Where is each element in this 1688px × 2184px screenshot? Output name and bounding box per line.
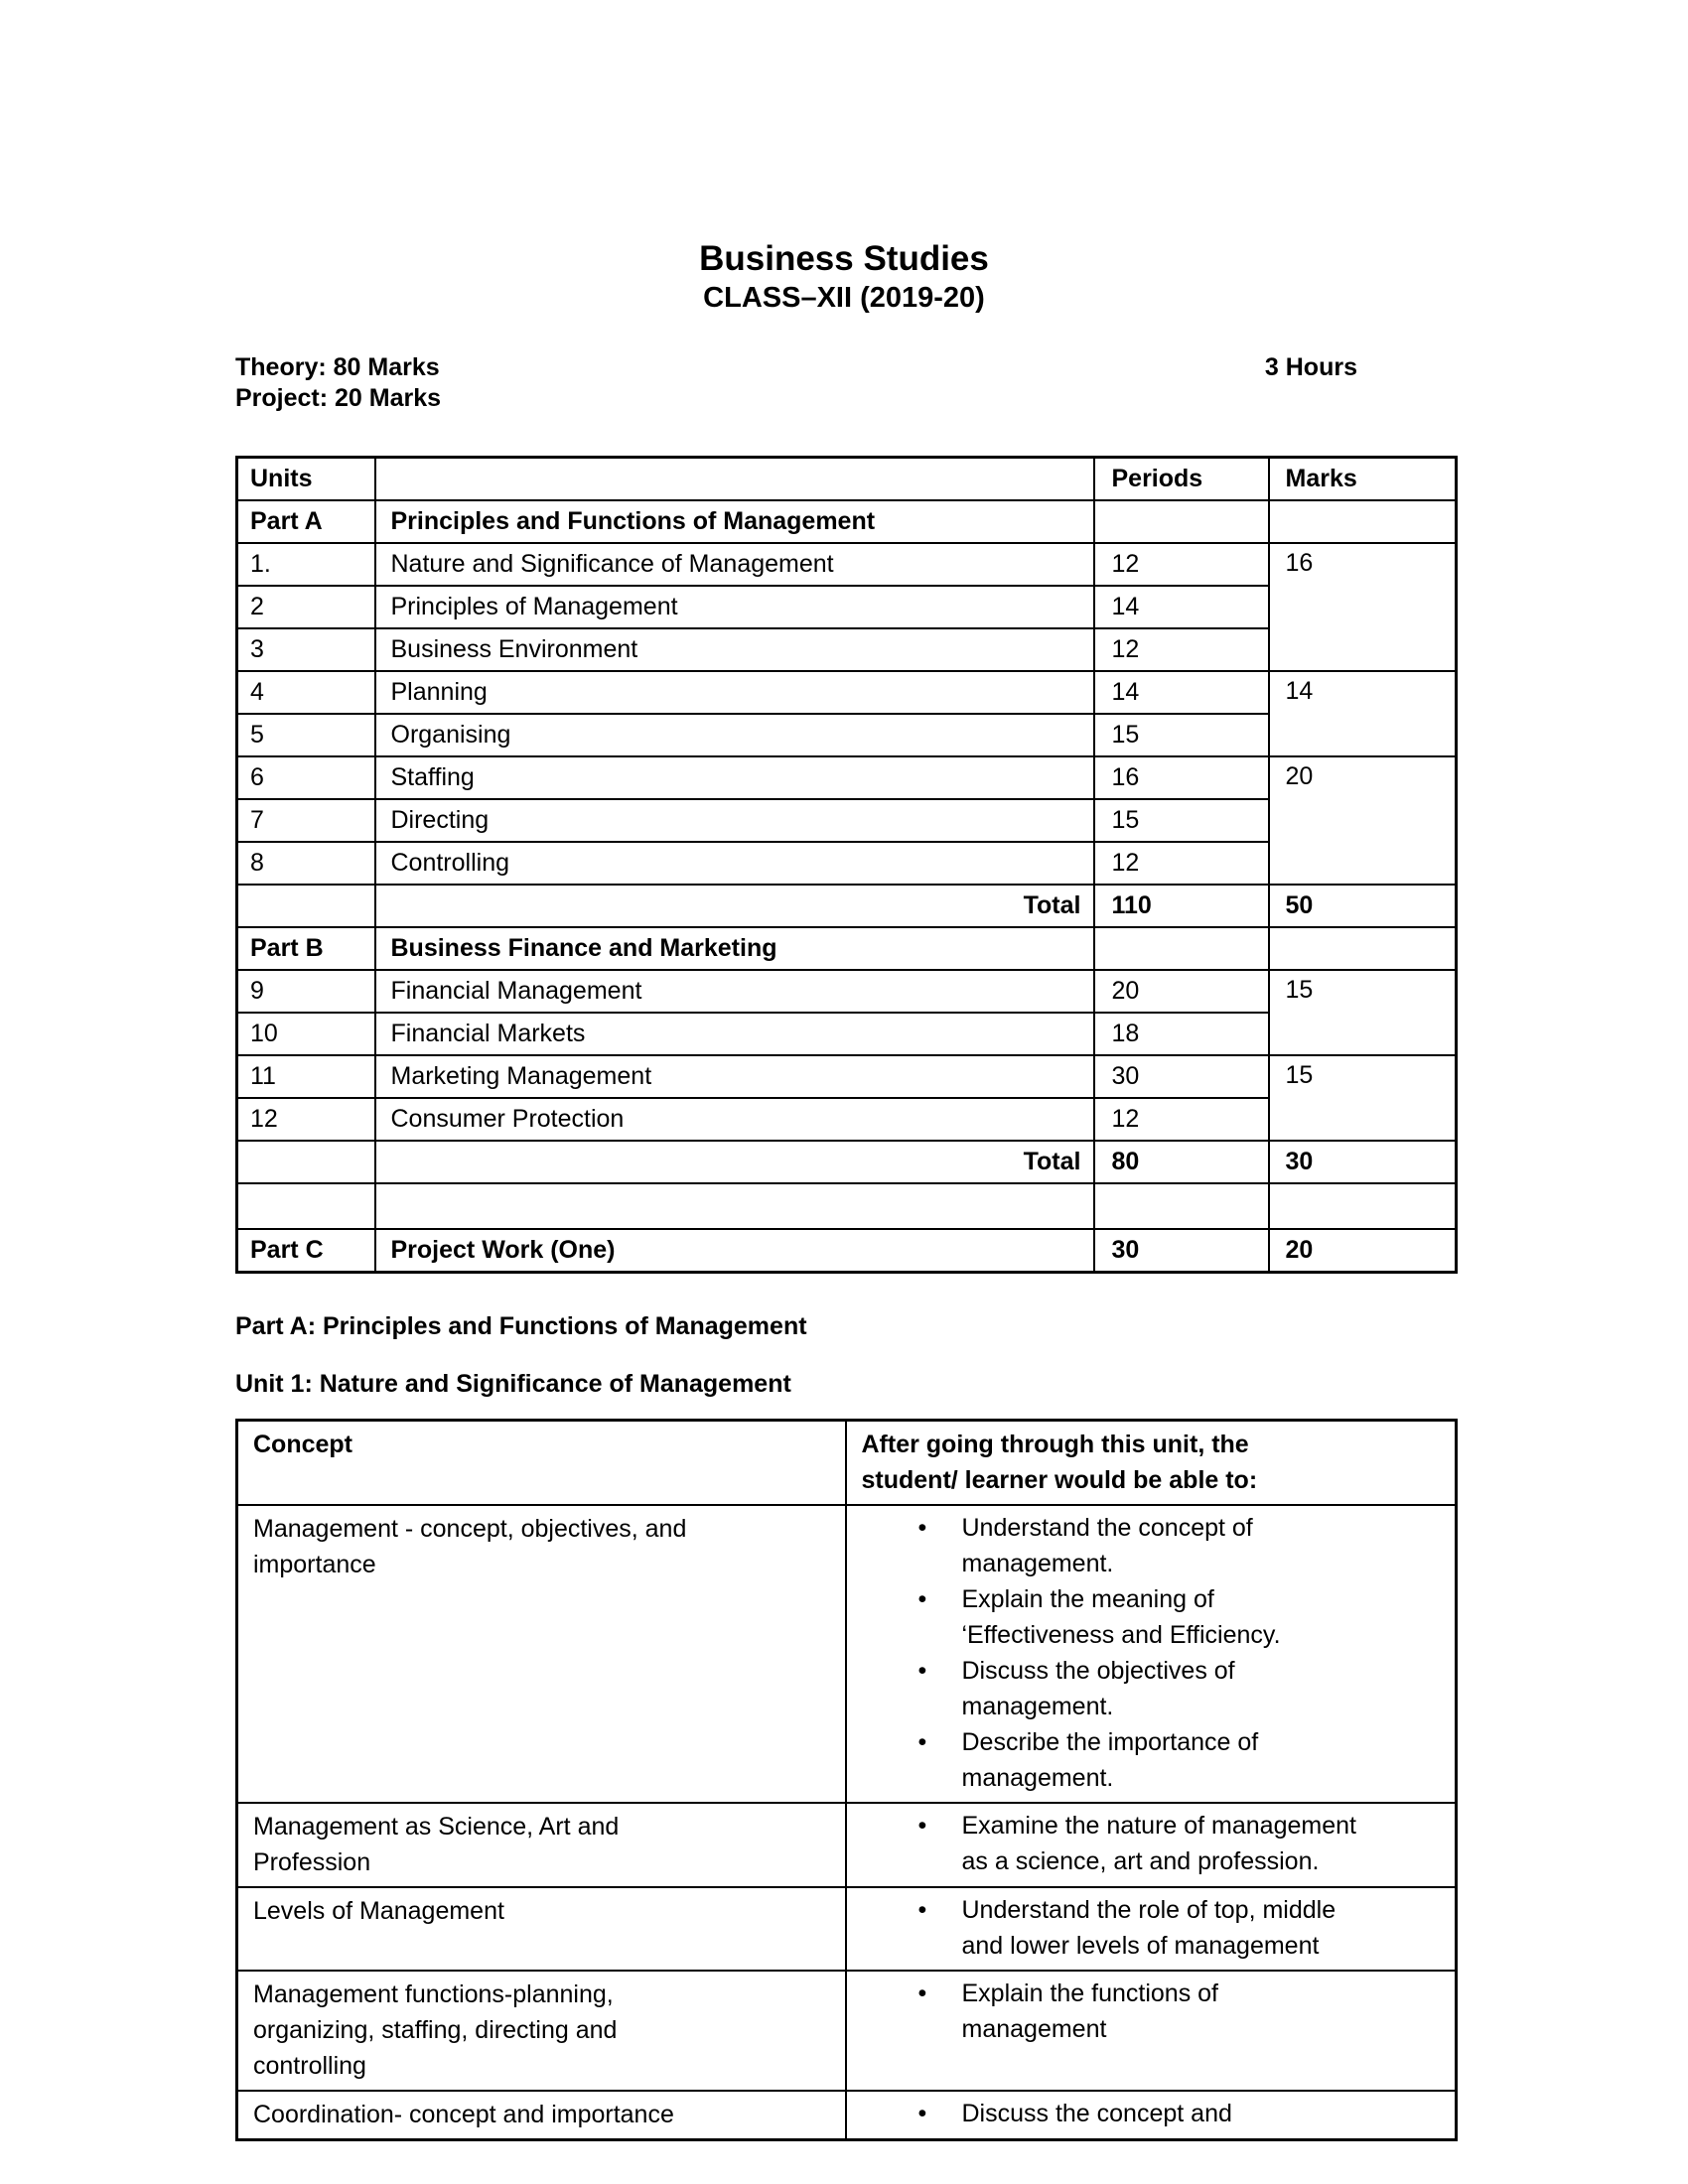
title-cell: Consumer Protection: [375, 1098, 1094, 1141]
duration-label: 3 Hours: [1264, 353, 1357, 381]
unit-cell: 11: [237, 1055, 375, 1098]
outcomes-cell: [846, 1803, 1457, 1887]
marks-cell: 14: [1269, 671, 1457, 756]
unit-cell: 5: [237, 714, 375, 756]
part-a-heading: Part A: Principles and Functions of Management: [235, 1312, 807, 1340]
unit1-header-row: [237, 1421, 1457, 1506]
periods-cell: 12: [1094, 543, 1269, 586]
table-row: [237, 1803, 1457, 1887]
periods-cell: 14: [1094, 586, 1269, 628]
title-cell: [375, 1183, 1094, 1229]
title-cell: Staffing: [375, 756, 1094, 799]
title-cell: Planning: [375, 671, 1094, 714]
table-row: [237, 543, 1457, 586]
periods-cell: 30: [1094, 1055, 1269, 1098]
periods-cell: 110: [1094, 885, 1269, 927]
outcome-item: • Understand the concept of management.: [916, 1510, 1344, 1581]
concept-cell: Management - concept, objectives, and importance: [237, 1505, 846, 1803]
periods-cell: 15: [1094, 714, 1269, 756]
part-b-row: [237, 927, 1457, 970]
unit-cell: 4: [237, 671, 375, 714]
marks-cell: [1269, 927, 1457, 970]
unit-cell: 10: [237, 1013, 375, 1055]
syllabus-header-row: [237, 458, 1457, 501]
unit-cell: 1.: [237, 543, 375, 586]
periods-cell: 16: [1094, 756, 1269, 799]
unit-cell: 7: [237, 799, 375, 842]
unit-cell: 2: [237, 586, 375, 628]
periods-cell: 15: [1094, 799, 1269, 842]
marks-cell: 15: [1269, 970, 1457, 1055]
periods-cell: 18: [1094, 1013, 1269, 1055]
total-row-a: [237, 885, 1457, 927]
title-cell: Principles of Management: [375, 586, 1094, 628]
unit-cell: [237, 1141, 375, 1183]
title-cell: Organising: [375, 714, 1094, 756]
periods-cell: 80: [1094, 1141, 1269, 1183]
title-cell: Marketing Management: [375, 1055, 1094, 1098]
title-cell: Business Environment: [375, 628, 1094, 671]
total-row-b: [237, 1141, 1457, 1183]
outcome-item: • Examine the nature of management as a science, art and profession.: [916, 1808, 1357, 1879]
marks-block: [235, 352, 441, 414]
syllabus-table: [235, 456, 1458, 1274]
outcomes-header-cell: After going through this unit, the student/ learner would be able to:: [846, 1421, 1457, 1506]
outcomes-list: [847, 1976, 1450, 2047]
table-row: [237, 1505, 1457, 1803]
units-header-cell: Units: [237, 458, 375, 501]
unit-cell: Part B: [237, 927, 375, 970]
periods-cell: 12: [1094, 842, 1269, 885]
marks-header-cell: Marks: [1269, 458, 1457, 501]
outcomes-cell: [846, 1505, 1457, 1803]
unit-cell: 8: [237, 842, 375, 885]
marks-cell: 20: [1269, 1229, 1457, 1273]
outcome-item: • Discuss the objectives of management.: [916, 1653, 1344, 1724]
table-row: [237, 671, 1457, 714]
outcomes-cell: [846, 1887, 1457, 1971]
periods-cell: [1094, 500, 1269, 543]
outcomes-list: [847, 1808, 1450, 1879]
outcome-item: • Describe the importance of management.: [916, 1724, 1344, 1796]
outcome-item: • Understand the role of top, middle and lower levels of management: [916, 1892, 1367, 1964]
unit-cell: 3: [237, 628, 375, 671]
table-row: [237, 970, 1457, 1013]
outcome-item: • Explain the meaning of ‘Effectiveness and Efficiency.: [916, 1581, 1344, 1653]
outcome-item: • Discuss the concept and: [916, 2096, 1344, 2131]
concept-cell: Management as Science, Art and Profession: [237, 1803, 846, 1887]
title-cell: Nature and Significance of Management: [375, 543, 1094, 586]
unit-cell: 6: [237, 756, 375, 799]
periods-cell: [1094, 1183, 1269, 1229]
outcomes-list: [847, 1510, 1450, 1796]
periods-cell: 14: [1094, 671, 1269, 714]
table-row: [237, 2091, 1457, 2140]
theory-marks-label: Theory: 80 Marks: [235, 353, 440, 381]
outcome-item: • Explain the functions of management: [916, 1976, 1344, 2047]
project-marks-label: Project: 20 Marks: [235, 384, 442, 412]
marks-cell: [1269, 1183, 1457, 1229]
total-label-cell: Total: [375, 885, 1094, 927]
page-subtitle: CLASS–XII (2019-20): [703, 282, 985, 314]
marks-cell: 16: [1269, 543, 1457, 671]
marks-cell: [1269, 500, 1457, 543]
marks-cell: 30: [1269, 1141, 1457, 1183]
title-cell: Business Finance and Marketing: [375, 927, 1094, 970]
periods-cell: [1094, 927, 1269, 970]
unit-cell: 9: [237, 970, 375, 1013]
table-row: [237, 1055, 1457, 1098]
title-cell: Project Work (One): [375, 1229, 1094, 1273]
page-content: [235, 352, 1455, 2141]
periods-cell: 20: [1094, 970, 1269, 1013]
unit-cell: [237, 1183, 375, 1229]
table-row: [237, 756, 1457, 799]
periods-cell: 30: [1094, 1229, 1269, 1273]
unit1-heading: Unit 1: Nature and Significance of Management: [235, 1370, 791, 1398]
outcomes-list: [847, 1892, 1450, 1964]
unit1-table: [235, 1419, 1458, 2141]
title-cell: Directing: [375, 799, 1094, 842]
marks-cell: 50: [1269, 885, 1457, 927]
marks-cell: 15: [1269, 1055, 1457, 1141]
page-title: Business Studies: [699, 239, 989, 278]
spacer-row: [237, 1183, 1457, 1229]
outcomes-cell: [846, 1971, 1457, 2091]
part-a-row: [237, 500, 1457, 543]
table-row: [237, 1971, 1457, 2091]
title-cell: Financial Management: [375, 970, 1094, 1013]
periods-cell: 12: [1094, 1098, 1269, 1141]
unit-cell: 12: [237, 1098, 375, 1141]
periods-cell: 12: [1094, 628, 1269, 671]
title-cell: Controlling: [375, 842, 1094, 885]
concept-cell: Coordination- concept and importance: [237, 2091, 846, 2140]
marks-cell: 20: [1269, 756, 1457, 885]
concept-cell: Levels of Management: [237, 1887, 846, 1971]
periods-header-cell: Periods: [1094, 458, 1269, 501]
unit-cell: [237, 885, 375, 927]
outcomes-list: [847, 2096, 1450, 2131]
title-cell: Principles and Functions of Management: [375, 500, 1094, 543]
marks-duration-row: [235, 352, 1455, 414]
unit-cell: Part A: [237, 500, 375, 543]
part-c-row: [237, 1229, 1457, 1273]
concept-cell: Management functions-planning, organizing, staffing, directing and controlling: [237, 1971, 846, 2091]
total-label-cell: Total: [375, 1141, 1094, 1183]
table-row: [237, 1887, 1457, 1971]
desc-header-cell: [375, 458, 1094, 501]
concept-header-cell: Concept: [237, 1421, 846, 1506]
title-cell: Financial Markets: [375, 1013, 1094, 1055]
outcomes-cell: [846, 2091, 1457, 2140]
unit-cell: Part C: [237, 1229, 375, 1273]
